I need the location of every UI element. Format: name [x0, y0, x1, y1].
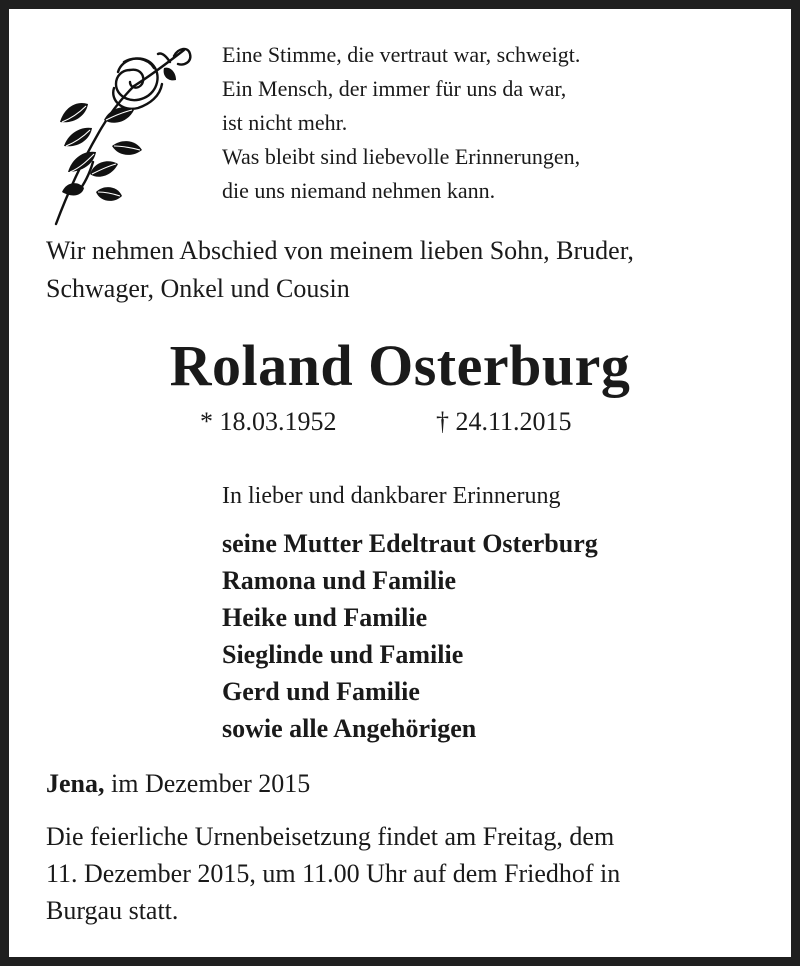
poem-line: Was bleibt sind liebevolle Erinnerungen,: [222, 144, 581, 169]
burial-line: Die feierliche Urnenbeisetzung findet am Freitag, dem: [46, 822, 615, 851]
death-date: † 24.11.2015: [436, 407, 572, 436]
intro-line: Schwager, Onkel und Cousin: [46, 274, 350, 303]
deceased-name: Roland Osterburg: [169, 333, 631, 398]
mourner-entry: Heike und Familie: [222, 603, 428, 632]
rose-icon: [38, 42, 198, 227]
intro-line: Wir nehmen Abschied von meinem lieben Sohn, Bruder,: [46, 236, 634, 265]
farewell-intro: [46, 232, 634, 308]
mourners-list: [222, 525, 598, 747]
poem-line: Ein Mensch, der immer für uns da war,: [222, 76, 567, 101]
memory-line: In lieber und dankbarer Erinnerung: [222, 483, 561, 509]
poem-line: Eine Stimme, die vertraut war, schweigt.: [222, 42, 581, 67]
burial-info: [46, 818, 620, 929]
mourner-entry: sowie alle Angehörigen: [222, 714, 477, 743]
poem-line: die uns niemand nehmen kann.: [222, 178, 496, 203]
birth-date: * 18.03.1952: [200, 407, 337, 436]
mourner-entry: Ramona und Familie: [222, 566, 457, 595]
place-date: [46, 766, 310, 802]
poem-line: ist nicht mehr.: [222, 110, 348, 135]
mourner-entry: Gerd und Familie: [222, 677, 420, 706]
mourner-entry: Sieglinde und Familie: [222, 640, 464, 669]
place-city: Jena,: [46, 769, 105, 798]
burial-line: 11. Dezember 2015, um 11.00 Uhr auf dem Friedhof in: [46, 859, 621, 888]
mourner-entry: seine Mutter Edeltraut Osterburg: [222, 529, 598, 558]
poem: [222, 38, 580, 208]
notice-date: im Dezember 2015: [104, 769, 311, 798]
burial-line: Burgau statt.: [46, 896, 179, 925]
